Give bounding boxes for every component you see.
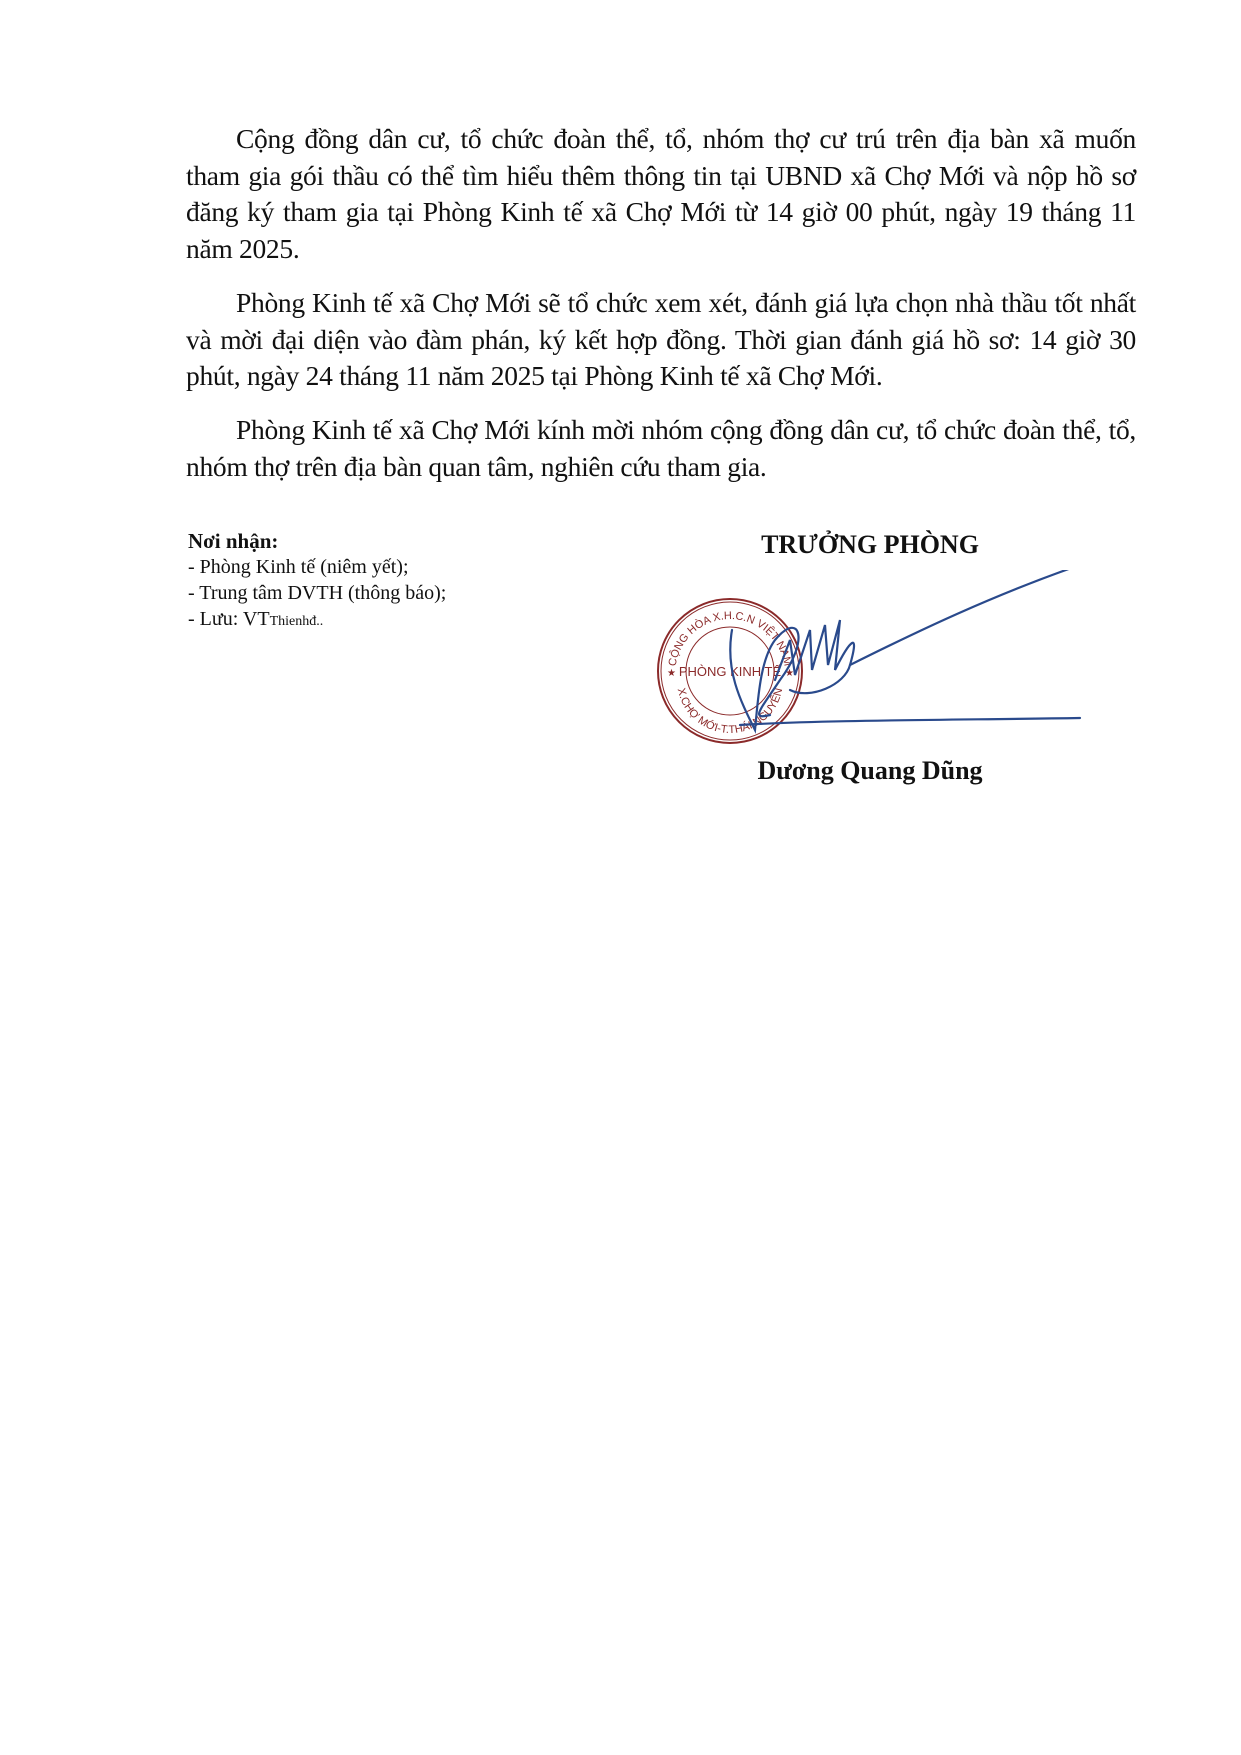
paragraph-invitation: Phòng Kinh tế xã Chợ Mới kính mời nhóm cộng đồng dân cư, tổ chức đoàn thể, tổ, nhóm thợ trên địa bàn quan tâm, nghiên cứu tham gia. [186,414,1136,482]
svg-text:★: ★ [667,668,676,679]
svg-text:PHÒNG KINH TẾ: PHÒNG KINH TẾ [678,664,782,679]
archive-suffix: Thienhđ.. [269,614,324,629]
signer-name: Dương Quang Dũng [757,756,983,785]
svg-text:★: ★ [785,668,794,679]
paragraph-registration: Cộng đồng dân cư, tổ chức đoàn thể, tổ, nhóm thợ cư trú trên địa bàn xã muốn tham gia gói thầu có thể tìm hiểu thêm thông tin tại UBND xã Chợ Mới và nộp hồ sơ đăng ký tham gia tại Phòng Kinh tế xã Chợ Mới từ 14 giờ 00 phút, ngày 19 tháng 11 năm 2025. [186,123,1136,264]
handwritten-signature-icon [700,570,1120,760]
signer-title: TRƯỞNG PHÒNG [761,530,979,559]
recipient-item: - Phòng Kinh tế (niêm yết); [188,556,409,578]
paragraph-evaluation: Phòng Kinh tế xã Chợ Mới sẽ tổ chức xem xét, đánh giá lựa chọn nhà thầu tốt nhất và mời đại diện vào đàm phán, ký kết hợp đồng. Thời gian đánh giá hồ sơ: 14 giờ 30 phút, ngày 24 tháng 11 năm 2025 tại Phòng Kinh tế xã Chợ Mới. [186,287,1136,391]
recipients-block [188,528,446,635]
recipient-item: - Trung tâm DVTH (thông báo); [188,582,447,604]
svg-text:X.CHỢ MỚI-T.THÁI NGUYÊN: X.CHỢ MỚI-T.THÁI NGUYÊN [674,686,786,737]
recipient-item: - Lưu: VTThienhđ.. [188,608,324,630]
recipients-heading: Nơi nhận: [188,529,279,553]
svg-text:CỘNG HÒA X.H.C.N VIỆT NAM: CỘNG HÒA X.H.C.N VIỆT NAM [666,609,794,668]
